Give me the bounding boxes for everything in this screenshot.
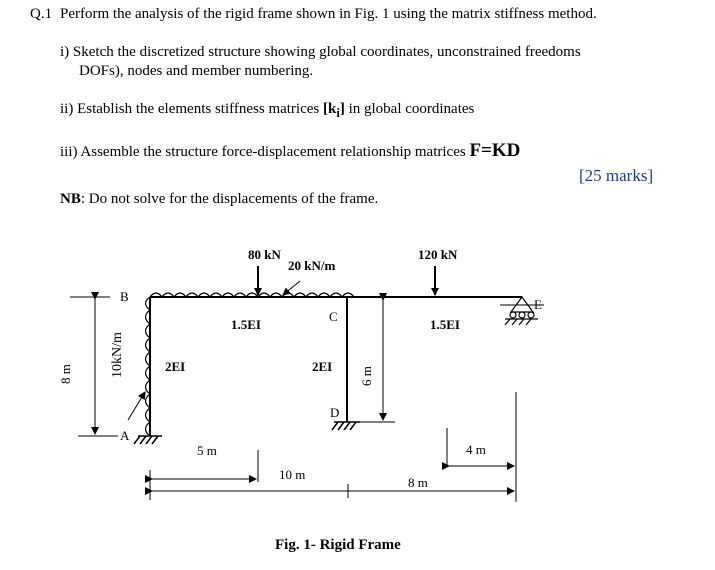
load-udl-label: 20 kN/m: [288, 258, 336, 273]
lateral-load-arrow: [128, 392, 145, 420]
question-number: Q.1: [30, 6, 53, 22]
marks-label: [25 marks]: [579, 166, 654, 185]
part-ii-matrix-open: [k: [323, 101, 337, 117]
nb-text: : Do not solve for the displacements of the frame.: [80, 191, 379, 207]
dim-4m-label: 4 m: [466, 442, 486, 457]
support-d-fixed: [332, 422, 360, 430]
node-c-label: C: [329, 309, 338, 324]
part-ii-matrix-close: ]: [339, 101, 345, 117]
node-e-label: E: [534, 297, 542, 312]
udl-20-arrow: [283, 281, 300, 295]
node-a-label: A: [120, 428, 130, 443]
part-ii-subscript: i: [336, 106, 340, 120]
dim-8m-b-label: 8 m: [408, 475, 428, 490]
dim-5m-label: 5 m: [197, 443, 217, 458]
dim-10m-label: 10 m: [279, 467, 306, 482]
col-left-stiffness: 2EI: [165, 359, 186, 374]
nb-label: NB: [60, 191, 81, 207]
load-120-label: 120 kN: [418, 247, 458, 262]
beam-right-stiffness: 1.5EI: [430, 317, 460, 332]
col-mid-stiffness: 2EI: [312, 359, 333, 374]
node-b-label: B: [120, 289, 129, 304]
support-a-fixed: [134, 436, 162, 444]
node-d-label: D: [330, 405, 340, 420]
beam-left-stiffness: 1.5EI: [231, 317, 261, 332]
part-i-line1: i) Sketch the discretized structure showing global coordinates, unconstrained freedoms: [60, 44, 581, 60]
figure-caption: Fig. 1- Rigid Frame: [275, 537, 401, 553]
part-ii-tail: in global coordinates: [344, 101, 475, 117]
dim-lateral-label: 10kN/m: [110, 332, 125, 378]
part-ii-text: ii) Establish the elements stiffness matrices: [60, 101, 323, 117]
part-iii-equation: F=KD: [469, 140, 521, 161]
load-80-label: 80 kN: [248, 247, 281, 262]
dim-6m-vertical: [357, 300, 395, 422]
dim-6m-label: 6 m: [359, 366, 374, 386]
part-iii-text: iii) Assemble the structure force-displacement relationship matrices: [60, 144, 470, 160]
dim-8m-label: 8 m: [58, 364, 73, 384]
part-i-line2: DOFs), nodes and member numbering.: [79, 63, 314, 79]
question-text: Perform the analysis of the rigid frame shown in Fig. 1 using the matrix stiffness method.: [60, 6, 597, 22]
